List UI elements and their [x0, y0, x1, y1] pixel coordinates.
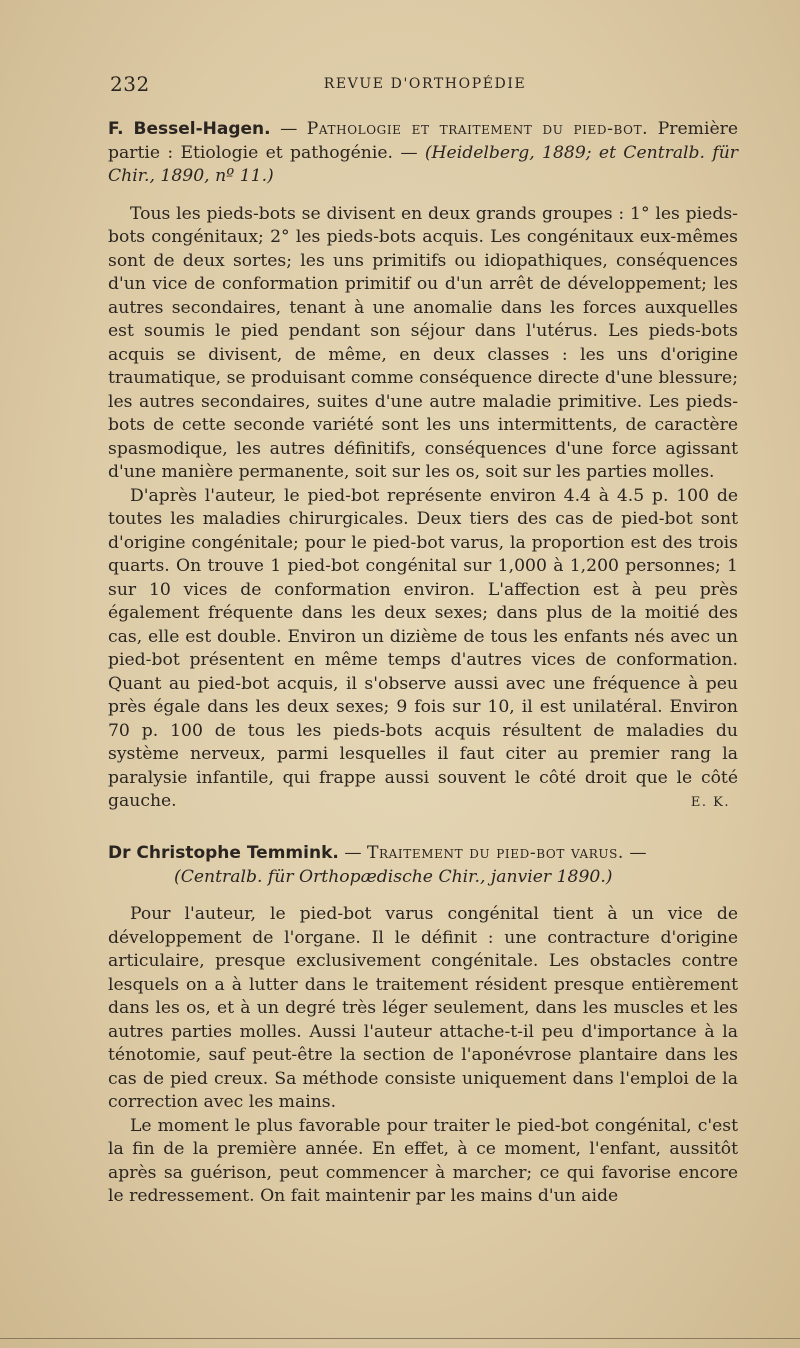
entry2-author: Dr Christophe Temmink.	[108, 843, 339, 863]
entry2-source: (Centralb. für Orthopædische Chir., janvier 1890.)	[174, 866, 613, 887]
bottom-rule	[0, 1338, 800, 1339]
entry2-dash2: —	[629, 843, 647, 863]
entry2-paragraph: Pour l'auteur, le pied-bot varus congénital tient à un vice de développement de l'organe. Il le définit : une contracture d'origine articulaire, presque exclusivement congénitale. Les obstacles contre lesquels on a à lutter dans le traitement résident presque entièrement dans les os, et à un degré très léger seulement, dans les muscles et les autres parties molles. Aussi l'auteur attache-t-il peu d'importance à la ténotomie, sauf peut-être la section de l'aponévrose plantaire dans les cas de pied creux. Sa méthode consiste uniquement dans l'emploi de la correction avec les mains.	[108, 904, 738, 1112]
entry1-title-rest: Première partie : Etiologie et pathogénie.	[108, 119, 739, 163]
entry1-author: F. Bessel-Hagen.	[108, 119, 271, 139]
page-number: 232	[110, 72, 150, 96]
entry-separator	[108, 814, 738, 842]
entry1-source: (Heidelberg, 1889; et Centralb. für Chir., 1890, nº 11.)	[108, 142, 738, 186]
entry1-dash2: —	[400, 142, 418, 163]
entry2-paragraph: Le moment le plus favorable pour traiter le pied-bot congénital, c'est la fin de la première année. En effet, à ce moment, l'enfant, aussitôt après sa guérison, peut commencer à marcher; ce qui favorise encore le redressement. On fait maintenir par les mains d'un aide	[108, 1115, 738, 1206]
entry2-heading	[108, 842, 738, 866]
entry2-dash: —	[344, 843, 362, 863]
entry1-paragraph: Tous les pieds-bots se divisent en deux grands groupes : 1° les pieds-bots congénitaux; 2° les pieds-bots acquis. Les congénitaux eux-mêmes sont de deux sortes; les uns primitifs ou idiopathiques, conséquences d'un vice de conformation primitif ou d'un arrêt de développement; les autres secondaires, tenant à une anomalie dans les forces auxquelles est soumis le pied pendant son séjour dans l'utérus. Les pieds-bots acquis se divisent, de même, en deux classes : les uns d'origine traumatique, se produisant comme conséquence directe d'une blessure; les autres secondaires, suites d'une autre maladie primitive. Les pieds-bots de cette seconde variété sont les uns intermittents, de caractère spasmodique, les autres définitifs, conséquences d'une force agissant d'une manière permanente, soit sur les os, soit sur les parties molles.	[108, 203, 738, 482]
entry1-signature: E. K.	[690, 794, 730, 810]
page-header	[110, 72, 740, 96]
entry1-heading	[108, 118, 738, 189]
running-title: REVUE D'ORTHOPÉDIE	[323, 76, 527, 92]
entry1-dash: —	[280, 119, 298, 139]
entry2-title: Traitement du pied-bot varus.	[366, 843, 624, 863]
entry1-title: Pathologie et traitement du pied-bot.	[306, 119, 649, 139]
page-body	[108, 118, 738, 1209]
entry1-paragraph: D'après l'auteur, le pied-bot représente environ 4.4 à 4.5 p. 100 de toutes les maladies chirurgicales. Deux tiers des cas de pied-bot sont d'origine congénitale; pour le pied-bot varus, la proportion est des trois quarts. On trouve 1 pied-bot congénital sur 1,000 à 1,200 personnes; 1 sur 10 vices de conformation environ. L'affection est à peu près également fréquente dans les deux sexes; dans plus de la moitié des cas, elle est double. Environ un dizième de tous les enfants nés avec un pied-bot présentent en même temps d'autres vices de conformation. Quant au pied-bot acquis, il s'observe aussi avec une fréquence à peu près égale dans les deux sexes; 9 fois sur 10, il est unilatéral. Environ 70 p. 100 de tous les pieds-bots acquis résultent de maladies du système nerveux, parmi lesquelles il faut citer au premier rang la paralysie infantile, qui frappe aussi souvent le côté droit que le côté gauche.	[108, 485, 738, 811]
